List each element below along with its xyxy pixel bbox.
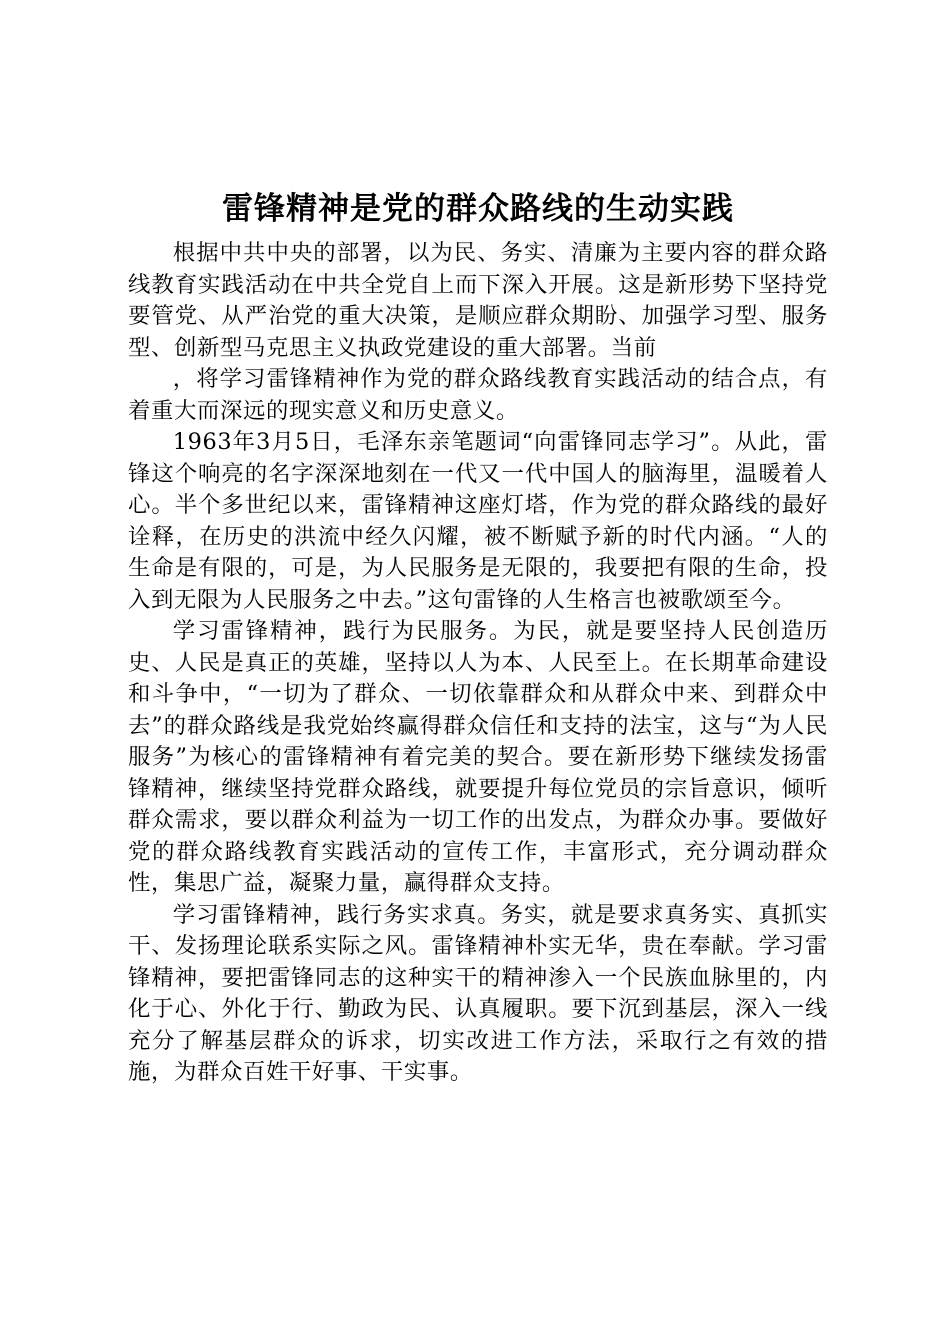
document-page	[128, 186, 828, 1089]
paragraph-intro-continued: ，将学习雷锋精神作为党的群众路线教育实践活动的结合点，有着重大而深远的现实意义和历史意义。	[128, 366, 828, 424]
document-title: 雷锋精神是党的群众路线的生动实践	[222, 191, 734, 227]
paragraph-intro: 根据中共中央的部署，以为民、务实、清廉为主要内容的群众路线教育实践活动在中共全党自上而下深入开展。这是新形势下坚持党要管党、从严治党的重大决策，是顺应群众期盼、加强学习型、服务型、创新型马克思主义执政党建设的重大部署。当前	[128, 240, 828, 361]
paragraph-serve-people: 学习雷锋精神，践行为民服务。为民，就是要坚持人民创造历史、人民是真正的英雄，坚持以人为本、人民至上。在长期革命建设和斗争中，“一切为了群众、一切依靠群众和从群众中来、到群众中去”的群众路线是我党始终赢得群众信任和支持的法宝，这与“为人民服务”为核心的雷锋精神有着完美的契合。要在新形势下继续发扬雷锋精神，继续坚持党群众路线，就要提升每位党员的宗旨意识，倾听群众需求，要以群众利益为一切工作的出发点，为群众办事。要做好党的群众路线教育实践活动的宣传工作，丰富形式，充分调动群众性，集思广益，凝聚力量，赢得群众支持。	[128, 618, 828, 896]
paragraph-history: 1963年3月5日，毛泽东亲笔题词“向雷锋同志学习”。从此，雷锋这个响亮的名字深深地刻在一代又一代中国人的脑海里，温暖着人心。半个多世纪以来，雷锋精神这座灯塔，作为党的群众路线的最好诠释，在历史的洪流中经久闪耀，被不断赋予新的时代内涵。“人的生命是有限的，可是，为人民服务是无限的，我要把有限的生命，投入到无限为人民服务之中去。”这句雷锋的人生格言也被歌颂至今。	[128, 429, 828, 613]
paragraph-pragmatism: 学习雷锋精神，践行务实求真。务实，就是要求真务实、真抓实干、发扬理论联系实际之风。雷锋精神朴实无华，贵在奉献。学习雷锋精神，要把雷锋同志的这种实干的精神渗入一个民族血脉里的，内化于心、外化于行、勤政为民、认真履职。要下沉到基层，深入一线充分了解基层群众的诉求，切实改进工作方法，采取行之有效的措施，为群众百姓干好事、干实事。	[128, 901, 828, 1085]
